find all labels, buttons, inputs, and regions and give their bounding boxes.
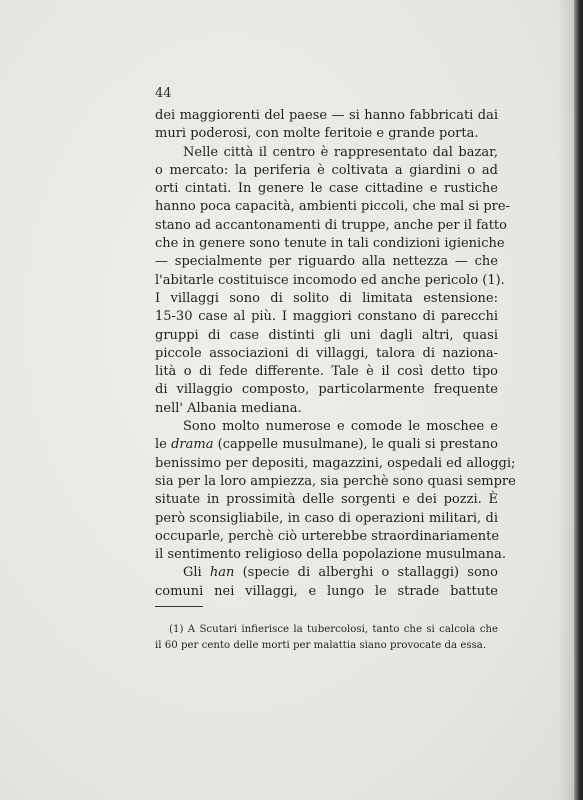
text-line: Sono molto numerose e comode le moschee e	[183, 419, 498, 435]
text-fragment: Gli	[183, 565, 210, 581]
text-line: dei maggiorenti del paese — si hanno fabbricati dai	[155, 108, 498, 123]
text-line: o mercato: la periferia è coltivata a giardini o ad	[155, 162, 498, 178]
text-fragment: le	[155, 437, 172, 453]
text-line: hanno poca capacità, ambienti piccoli, che mal si pre-	[155, 199, 510, 215]
footnote-line: (1) A Scutari infierisce la tubercolosi, tanto che si calcola che	[169, 624, 498, 635]
text-line: però sconsigliabile, in caso di operazioni militari, di	[155, 510, 498, 526]
text-line: gruppi di case distinti gli uni dagli altri, quasi	[155, 327, 498, 343]
text-line: il sentimento religioso della popolazione musulmana.	[155, 547, 506, 563]
text-line	[155, 564, 498, 582]
italic-term: han	[209, 565, 235, 581]
text-line: lità o di fede differente. Tale è il così detto tipo	[155, 364, 498, 380]
text-line: che in genere sono tenute in tali condizioni igieniche	[155, 236, 505, 252]
text-fragment: (specie di alberghi o stallaggi) sono	[234, 565, 498, 581]
text-line: — specialmente per riguardo alla nettezza — che	[155, 254, 498, 270]
text-line: muri poderosi, con molte feritoie e grande porta.	[155, 126, 479, 142]
text-line: situate in prossimità delle sorgenti e dei pozzi. È	[155, 492, 498, 508]
footnote-rule	[155, 606, 203, 607]
text-line: nell' Albania mediana.	[155, 400, 302, 416]
text-line: orti cintati. In genere le case cittadine e rustiche	[155, 181, 498, 197]
text-line: I villaggi sono di solito di limitata estensione:	[155, 290, 498, 306]
text-line: occuparle, perchè ciò urterebbe straordinariamente	[155, 528, 500, 544]
text-line: stano ad accantonamenti di truppe, anche per il fatto	[155, 217, 507, 233]
text-line: Nelle città il centro è rappresentato dal bazar,	[183, 144, 498, 160]
text-line: sia per la loro ampiezza, sia perchè sono quasi sempre	[155, 473, 516, 489]
footnote-line: il 60 per cento delle morti per malattia siano provocate da essa.	[155, 640, 487, 651]
italic-term: drama	[171, 437, 214, 453]
book-binding-edge	[574, 0, 583, 800]
text-line	[155, 436, 498, 454]
text-line: 15-30 case al più. I maggiori constano di parecchi	[155, 309, 498, 325]
body-text	[155, 107, 516, 601]
text-line: piccole associazioni di villaggi, talora di naziona-	[155, 345, 498, 361]
text-line: di villaggio composto, particolarmente frequente	[155, 382, 498, 398]
text-line: comuni nei villaggi, e lungo le strade battute	[155, 583, 498, 599]
footnote	[155, 622, 498, 654]
text-line: benissimo per depositi, magazzini, ospedali ed alloggi;	[155, 455, 516, 471]
text-fragment: (cappelle musulmane), le quali si prestano	[213, 437, 498, 453]
page-edge-shadow	[558, 0, 574, 800]
page-number: 44	[155, 86, 172, 101]
text-line: l'abitarle costituisce incomodo ed anche pericolo (1).	[155, 272, 505, 288]
